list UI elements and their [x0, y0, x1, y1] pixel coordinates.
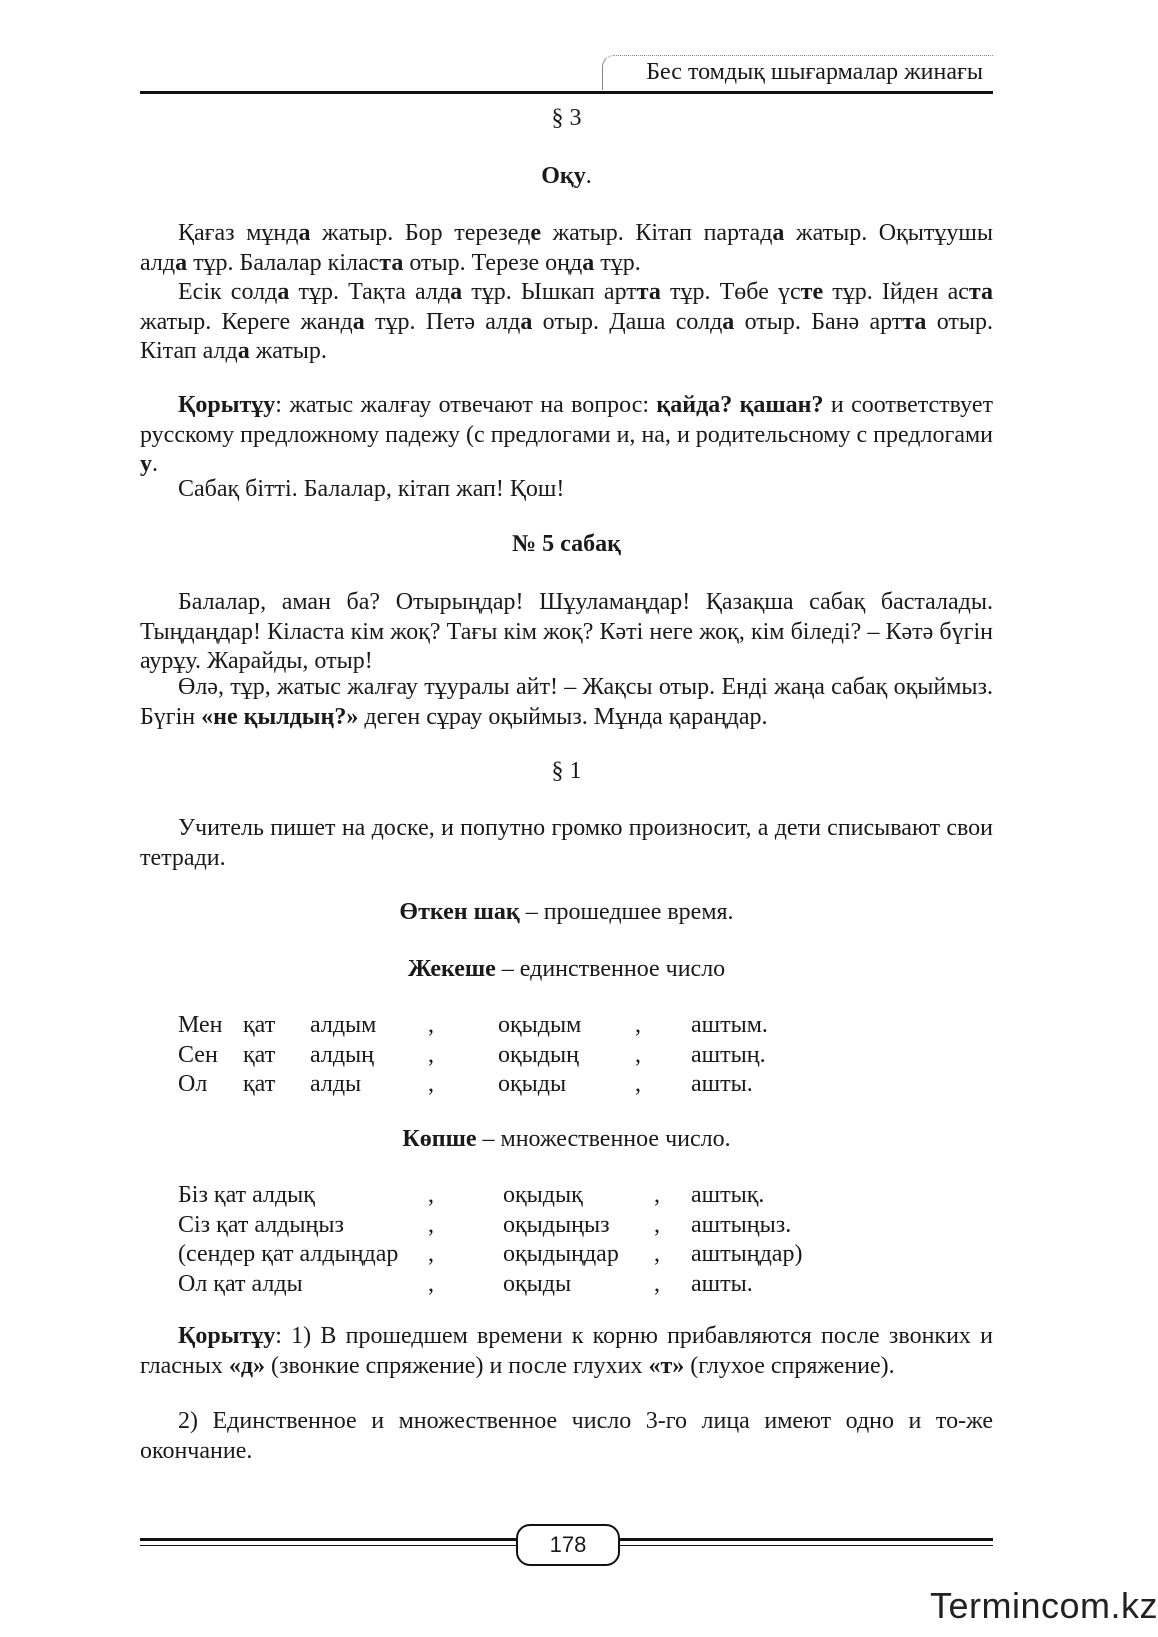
comma: , — [654, 1211, 660, 1238]
section-3-mark-block — [140, 104, 993, 134]
comma: , — [428, 1270, 434, 1297]
plural-gloss: – множественное число. — [476, 1126, 731, 1152]
letter-t: «т» — [648, 1352, 685, 1379]
section-1-mark-block — [140, 757, 993, 787]
text-segment: отыр. Терезе оңд — [403, 249, 583, 276]
locative-suffix: е — [530, 220, 541, 246]
text-segment: жатыр. Оқытұушы алд — [140, 220, 993, 276]
paragraph-2-block — [140, 278, 993, 367]
heading-bold: Оқу — [541, 163, 586, 189]
word: оқыдық — [503, 1182, 583, 1208]
word: ашты. — [691, 1270, 753, 1297]
text-segment: жатыр. Бор терезед — [310, 220, 531, 246]
word: қат — [243, 1071, 276, 1097]
locative-suffix: та — [968, 279, 993, 305]
paragraph-7: Учитель пишет на доске, и попутно громко произносит, а дети списывают свои тетради. — [140, 815, 993, 871]
comma: , — [428, 1182, 434, 1208]
phrase: Біз қат алдық — [178, 1182, 315, 1208]
conclusion-label: Қорытұу — [178, 1323, 276, 1349]
lesson-heading-line — [140, 530, 993, 560]
past-tense-block — [140, 898, 993, 928]
word: қат — [243, 1012, 276, 1038]
comma: , — [635, 1041, 641, 1068]
para6-text1: Өлә, тұр, жатыс жалғау тұуралы айт! – Жақсы отыр. Енді жаңа сабақ оқыймыз. Бүгін — [140, 674, 993, 730]
conclusion-text-2: и соответствует русскому предложному падежу (с предлогами и, на, и родительсному с предлогами — [140, 392, 994, 448]
heading-tail: . — [585, 163, 592, 189]
phrase: (сендер қат алдыңдар — [178, 1241, 399, 1267]
text-segment: тұр. Ышкап арт — [462, 279, 637, 305]
conclusion-label: Қорытұу — [178, 392, 276, 418]
word: қат — [243, 1041, 276, 1068]
text-segment: тұр. Балалар кілас — [187, 249, 380, 276]
watermark-logo: Termincom.kz — [930, 1585, 1158, 1626]
text-segment: тұр. Төбе үс — [660, 279, 801, 305]
paragraph-9-block — [140, 1407, 993, 1466]
word: аштыңыз. — [691, 1211, 792, 1238]
section-3-heading-block — [140, 162, 993, 192]
para8-text3: (глухое спряжение). — [684, 1352, 895, 1379]
text-segment: тұр. Ійден ас — [823, 279, 969, 305]
section-1-mark: § 1 — [551, 758, 582, 784]
locative-suffix: а — [722, 308, 735, 335]
locative-suffix: та — [902, 308, 927, 335]
text-segment: тұр. — [594, 249, 641, 276]
word: оқыды — [498, 1071, 567, 1097]
locative-suffix: та — [379, 249, 404, 276]
page-number: 178 — [516, 1524, 620, 1566]
past-tense-gloss: – прошедшее время. — [519, 899, 734, 925]
book-title: Бес томдық шығармалар жинағы — [646, 59, 983, 85]
locative-suffix: а — [520, 308, 533, 335]
comma: , — [654, 1241, 660, 1267]
pronoun: Ол — [178, 1071, 208, 1097]
word: ашты. — [691, 1071, 753, 1097]
paragraph-3-block — [140, 391, 993, 480]
para8-text1: : 1) В прошедшем времени к корню прибавляются после звонких и гласных — [140, 1323, 993, 1379]
lesson-heading-block — [140, 530, 993, 560]
locative-suffix: те — [800, 279, 824, 305]
comma: , — [635, 1012, 641, 1038]
paragraph-2 — [140, 278, 993, 367]
comma: , — [654, 1182, 660, 1208]
conclusion-paragraph-1 — [140, 391, 993, 480]
paragraph-1-block — [140, 219, 993, 278]
word: оқыдыңыз — [503, 1211, 610, 1238]
preposition-u: у — [140, 451, 152, 477]
paragraph-9: 2) Единственное и множественное число 3-го лица имеют одно и то-же окончание. — [140, 1408, 993, 1464]
comma: , — [635, 1071, 641, 1097]
paragraph-5-block — [140, 588, 993, 677]
word: алды — [310, 1071, 362, 1097]
word: аштым. — [691, 1012, 768, 1038]
plural-line — [140, 1125, 993, 1155]
locative-suffix: а — [175, 249, 188, 276]
conclusion-paragraph-2 — [140, 1322, 993, 1381]
text-segment: жатыр. Кітап партад — [540, 220, 773, 246]
word: оқыдың — [498, 1041, 579, 1068]
paragraph-6-block — [140, 673, 993, 732]
text-segment: отыр. Кітап алд — [140, 308, 994, 364]
comma: , — [428, 1211, 434, 1238]
lesson-heading: № 5 сабақ — [512, 531, 621, 557]
paragraph-6 — [140, 673, 993, 732]
word: оқыды — [503, 1270, 572, 1297]
phrase: Ол қат алды — [178, 1270, 303, 1297]
para6-bold: «не қылдың?» — [201, 703, 359, 730]
letter-d: «д» — [228, 1352, 266, 1379]
past-tense-term: Өткен шақ — [399, 899, 520, 925]
text-segment: тұр. Тақта алд — [289, 279, 451, 305]
comma: , — [428, 1012, 434, 1038]
locative-suffix: та — [636, 279, 661, 305]
singular-gloss: – единственное число — [495, 956, 726, 982]
word: алдың — [310, 1041, 375, 1068]
paragraph-7-block — [140, 814, 993, 873]
comma: , — [428, 1041, 434, 1068]
paragraph-4: Сабақ бітті. Балалар, кітап жап! Қош! — [178, 476, 565, 502]
locative-suffix: а — [352, 308, 365, 335]
para6-text2: деген сұрау оқыймыз. Мұнда қараңдар. — [358, 703, 768, 730]
singular-block — [140, 955, 993, 985]
text-segment: тұр. Петә алд — [364, 308, 521, 335]
locative-suffix: а — [772, 220, 785, 246]
comma: , — [428, 1071, 434, 1097]
paragraph-8-block — [140, 1322, 993, 1381]
page-footer — [140, 1524, 993, 1564]
header-rule — [140, 91, 993, 94]
singular-term: Жекеше — [407, 956, 496, 982]
word: аштыңдар) — [691, 1241, 803, 1267]
paragraph-4-block — [140, 475, 993, 505]
singular-line — [140, 955, 993, 985]
plural-term: Көпше — [402, 1126, 477, 1152]
locative-suffix: а — [582, 249, 595, 276]
word: оқыдыңдар — [503, 1241, 619, 1267]
pronoun: Сен — [178, 1041, 218, 1068]
conclusion-end: . — [152, 451, 158, 477]
section-mark: § 3 — [551, 105, 582, 131]
phrase: Сіз қат алдыңыз — [178, 1211, 344, 1238]
text-segment: отыр. Банә арт — [734, 308, 903, 335]
paragraph-1 — [140, 219, 993, 278]
text-segment: жатыр. — [249, 338, 327, 364]
conclusion-text: : жатыс жалғау отвечают на вопрос: — [275, 392, 657, 418]
section-heading — [140, 162, 993, 192]
word: алдым — [310, 1012, 377, 1038]
word: аштың. — [691, 1041, 766, 1068]
locative-suffix: а — [298, 220, 311, 246]
text-segment: отыр. Даша солд — [532, 308, 723, 335]
pronoun: Мен — [178, 1012, 223, 1038]
locative-suffix: а — [237, 338, 250, 364]
past-tense-line — [140, 898, 993, 928]
locative-suffix: а — [450, 279, 463, 305]
word: аштық. — [691, 1182, 765, 1208]
text-segment: Есік солд — [178, 279, 278, 305]
para8-text2: (звонкие спряжение) и после глухих — [265, 1352, 649, 1379]
paragraph-5: Балалар, аман ба? Отырыңдар! Шұуламаңдар! Қазақша сабақ басталады. Тыңдаңдар! Кіласта кім жоқ? Тағы кім жоқ? Кәті неге жоқ, кім біледі? – Кәтә бүгін аурұу. Жарайды, отыр! — [140, 589, 993, 674]
question-words: қайда? қашан? — [656, 392, 824, 418]
running-header — [140, 55, 993, 95]
comma: , — [654, 1270, 660, 1297]
text-segment: жатыр. Кереге жанд — [140, 308, 353, 335]
word: оқыдым — [498, 1012, 582, 1038]
comma: , — [428, 1241, 434, 1267]
text-segment: Қағаз мұнд — [178, 220, 299, 246]
plural-block — [140, 1125, 993, 1155]
locative-suffix: а — [277, 279, 290, 305]
